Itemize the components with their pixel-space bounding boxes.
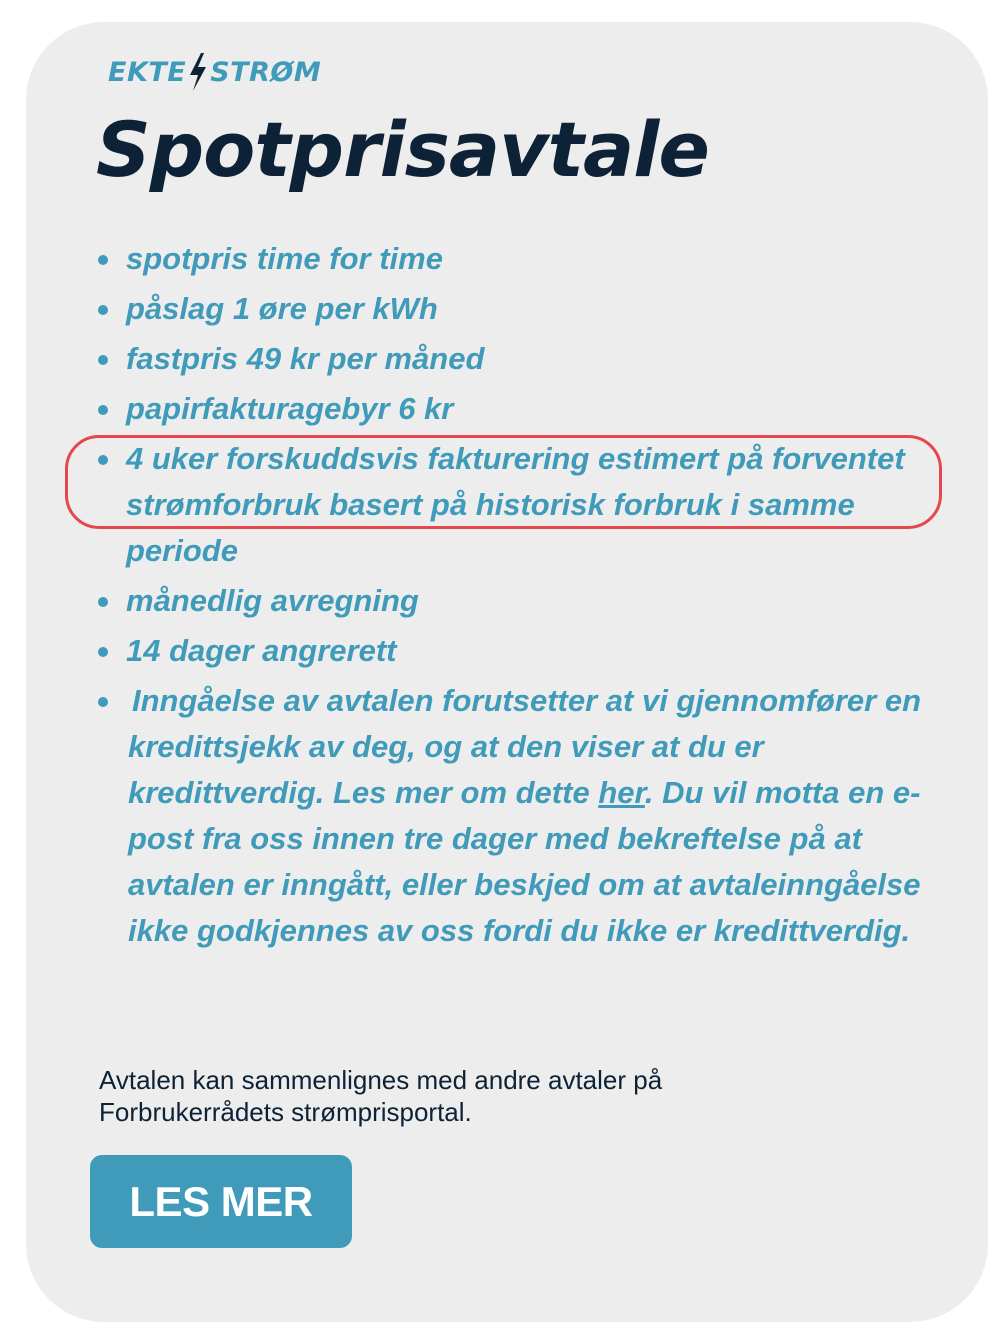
- list-item: fastpris 49 kr per måned: [98, 336, 978, 382]
- list-item: spotpris time for time: [98, 236, 978, 282]
- credit-note-text-continued: . Du vil motta en e-post fra oss innen tre dager med bekreftelse på at avtalen er inngått, eller beskjed om at avtaleinngåelse ikke godkjennes av oss fordi du ikke er kredittverdig.: [128, 775, 921, 948]
- bullet-icon: [98, 255, 108, 265]
- credit-note-text: Inngåelse av avtalen forutsetter at vi gjennomfører en kredittsjekk av deg, og at den viser at du er kredittverdig. Les mer om dette: [128, 683, 922, 810]
- bullet-icon: [98, 305, 108, 315]
- bullet-icon: [98, 597, 108, 607]
- lightning-bolt-icon: [187, 52, 209, 92]
- brand-name-right: STRØM: [210, 56, 322, 88]
- list-item: påslag 1 øre per kWh: [98, 286, 978, 332]
- list-item: papirfakturagebyr 6 kr: [98, 386, 978, 432]
- bullet-icon: [98, 405, 108, 415]
- bullet-icon: [98, 697, 108, 707]
- page-title: Spotprisavtale: [96, 105, 709, 194]
- brand-logo[interactable]: [108, 52, 321, 92]
- list-item-highlighted: 4 uker forskuddsvis fakturering estimert på forventet strømforbruk basert på historisk forbruk i samme periode: [98, 436, 926, 574]
- feature-list: [98, 236, 978, 958]
- read-more-link[interactable]: her: [598, 775, 645, 810]
- list-item: 14 dager angrerett: [98, 628, 978, 674]
- les-mer-button[interactable]: LES MER: [90, 1155, 352, 1248]
- bullet-icon: [98, 455, 108, 465]
- bullet-icon: [98, 647, 108, 657]
- bullet-icon: [98, 355, 108, 365]
- comparison-text: Avtalen kan sammenlignes med andre avtaler på Forbrukerrådets strømprisportal.: [99, 1065, 663, 1127]
- credit-check-note: [98, 678, 928, 954]
- brand-name-left: EKTE: [108, 56, 187, 88]
- list-item: månedlig avregning: [98, 578, 978, 624]
